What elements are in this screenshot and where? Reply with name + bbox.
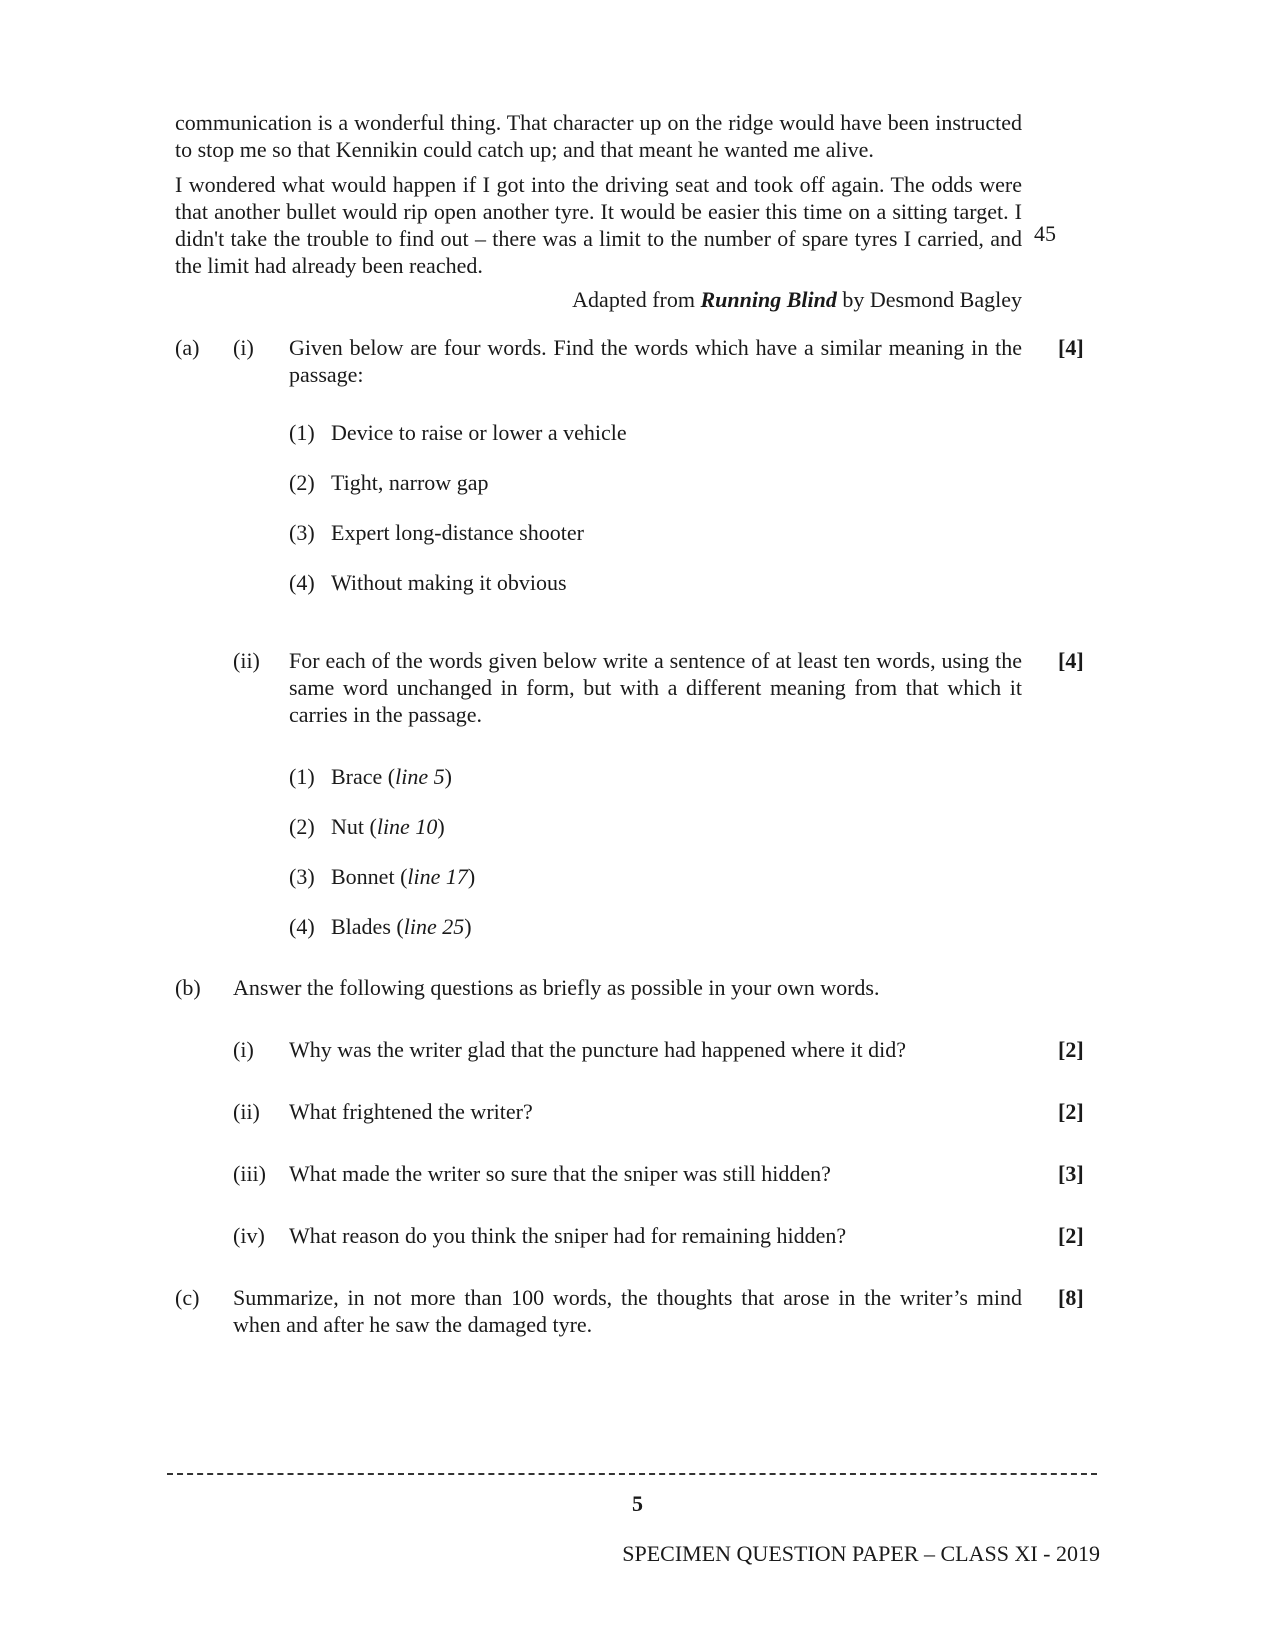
- attribution-suffix: by Desmond Bagley: [836, 287, 1022, 312]
- question-b-i-text: Why was the writer glad that the puncture had happened where it did?: [289, 1037, 906, 1062]
- attribution-title: Running Blind: [700, 287, 837, 312]
- list-item: (1) Device to raise or lower a vehicle: [289, 420, 627, 445]
- question-a-i-label: (i): [233, 335, 254, 360]
- question-b-iv-text: What reason do you think the sniper had for remaining hidden?: [289, 1223, 847, 1248]
- question-b-iii-marks: [3]: [1058, 1161, 1084, 1186]
- question-c-marks: [8]: [1058, 1285, 1084, 1310]
- question-b-ii-marks: [2]: [1058, 1099, 1084, 1124]
- question-a-i-marks: [4]: [1058, 335, 1084, 360]
- question-b-label: (b): [175, 975, 201, 1000]
- question-b-ii-label: (ii): [233, 1099, 260, 1124]
- list-item: (3) Bonnet (line 17): [289, 864, 476, 889]
- question-c-label: (c): [175, 1285, 200, 1310]
- question-a-i-text: Given below are four words. Find the words which have a similar meaning in the passage:: [289, 335, 1022, 387]
- question-b-ii-text: What frightened the writer?: [289, 1099, 533, 1124]
- footer-divider: [167, 1473, 1097, 1475]
- list-item: (2) Nut (line 10): [289, 814, 445, 839]
- question-b-iii-text: What made the writer so sure that the sniper was still hidden?: [289, 1161, 831, 1186]
- list-item: (4) Blades (line 25): [289, 914, 472, 939]
- question-b-iv-marks: [2]: [1058, 1223, 1084, 1248]
- list-item: (4) Without making it obvious: [289, 570, 567, 595]
- question-b-iii-label: (iii): [233, 1161, 266, 1186]
- list-item: (3) Expert long-distance shooter: [289, 520, 584, 545]
- page-number: 5: [632, 1491, 643, 1516]
- question-a-ii-text: For each of the words given below write a sentence of at least ten words, using the same word unchanged in form, but with a different meaning from that which it carries in the passage.: [289, 648, 1022, 727]
- question-a-label: (a): [175, 335, 200, 360]
- list-item: (2) Tight, narrow gap: [289, 470, 489, 495]
- line-number: 45: [1034, 221, 1056, 246]
- question-b-iv-label: (iv): [233, 1223, 265, 1248]
- question-a-ii-label: (ii): [233, 648, 260, 673]
- question-b-text: Answer the following questions as briefly as possible in your own words.: [233, 975, 880, 1000]
- question-b-i-label: (i): [233, 1037, 254, 1062]
- passage-attribution: [572, 286, 1022, 313]
- list-item: (1) Brace (line 5): [289, 764, 452, 789]
- question-c-text: Summarize, in not more than 100 words, the thoughts that arose in the writer’s mind when and after he saw the damaged tyre.: [233, 1285, 1022, 1337]
- footer-title: SPECIMEN QUESTION PAPER – CLASS XI - 2019: [622, 1541, 1100, 1566]
- passage-paragraph-2: I wondered what would happen if I got into the driving seat and took off again. The odds were that another bullet would rip open another tyre. It would be easier this time on a sitting target. I didn't take the trouble to find out – there was a limit to the number of spare tyres I carried, and the limit had already been reached.: [175, 172, 1022, 278]
- question-a-ii-marks: [4]: [1058, 648, 1084, 673]
- passage-paragraph-1: communication is a wonderful thing. That character up on the ridge would have been instructed to stop me so that Kennikin could catch up; and that meant he wanted me alive.: [175, 110, 1022, 162]
- attribution-prefix: Adapted from: [572, 287, 701, 312]
- question-b-i-marks: [2]: [1058, 1037, 1084, 1062]
